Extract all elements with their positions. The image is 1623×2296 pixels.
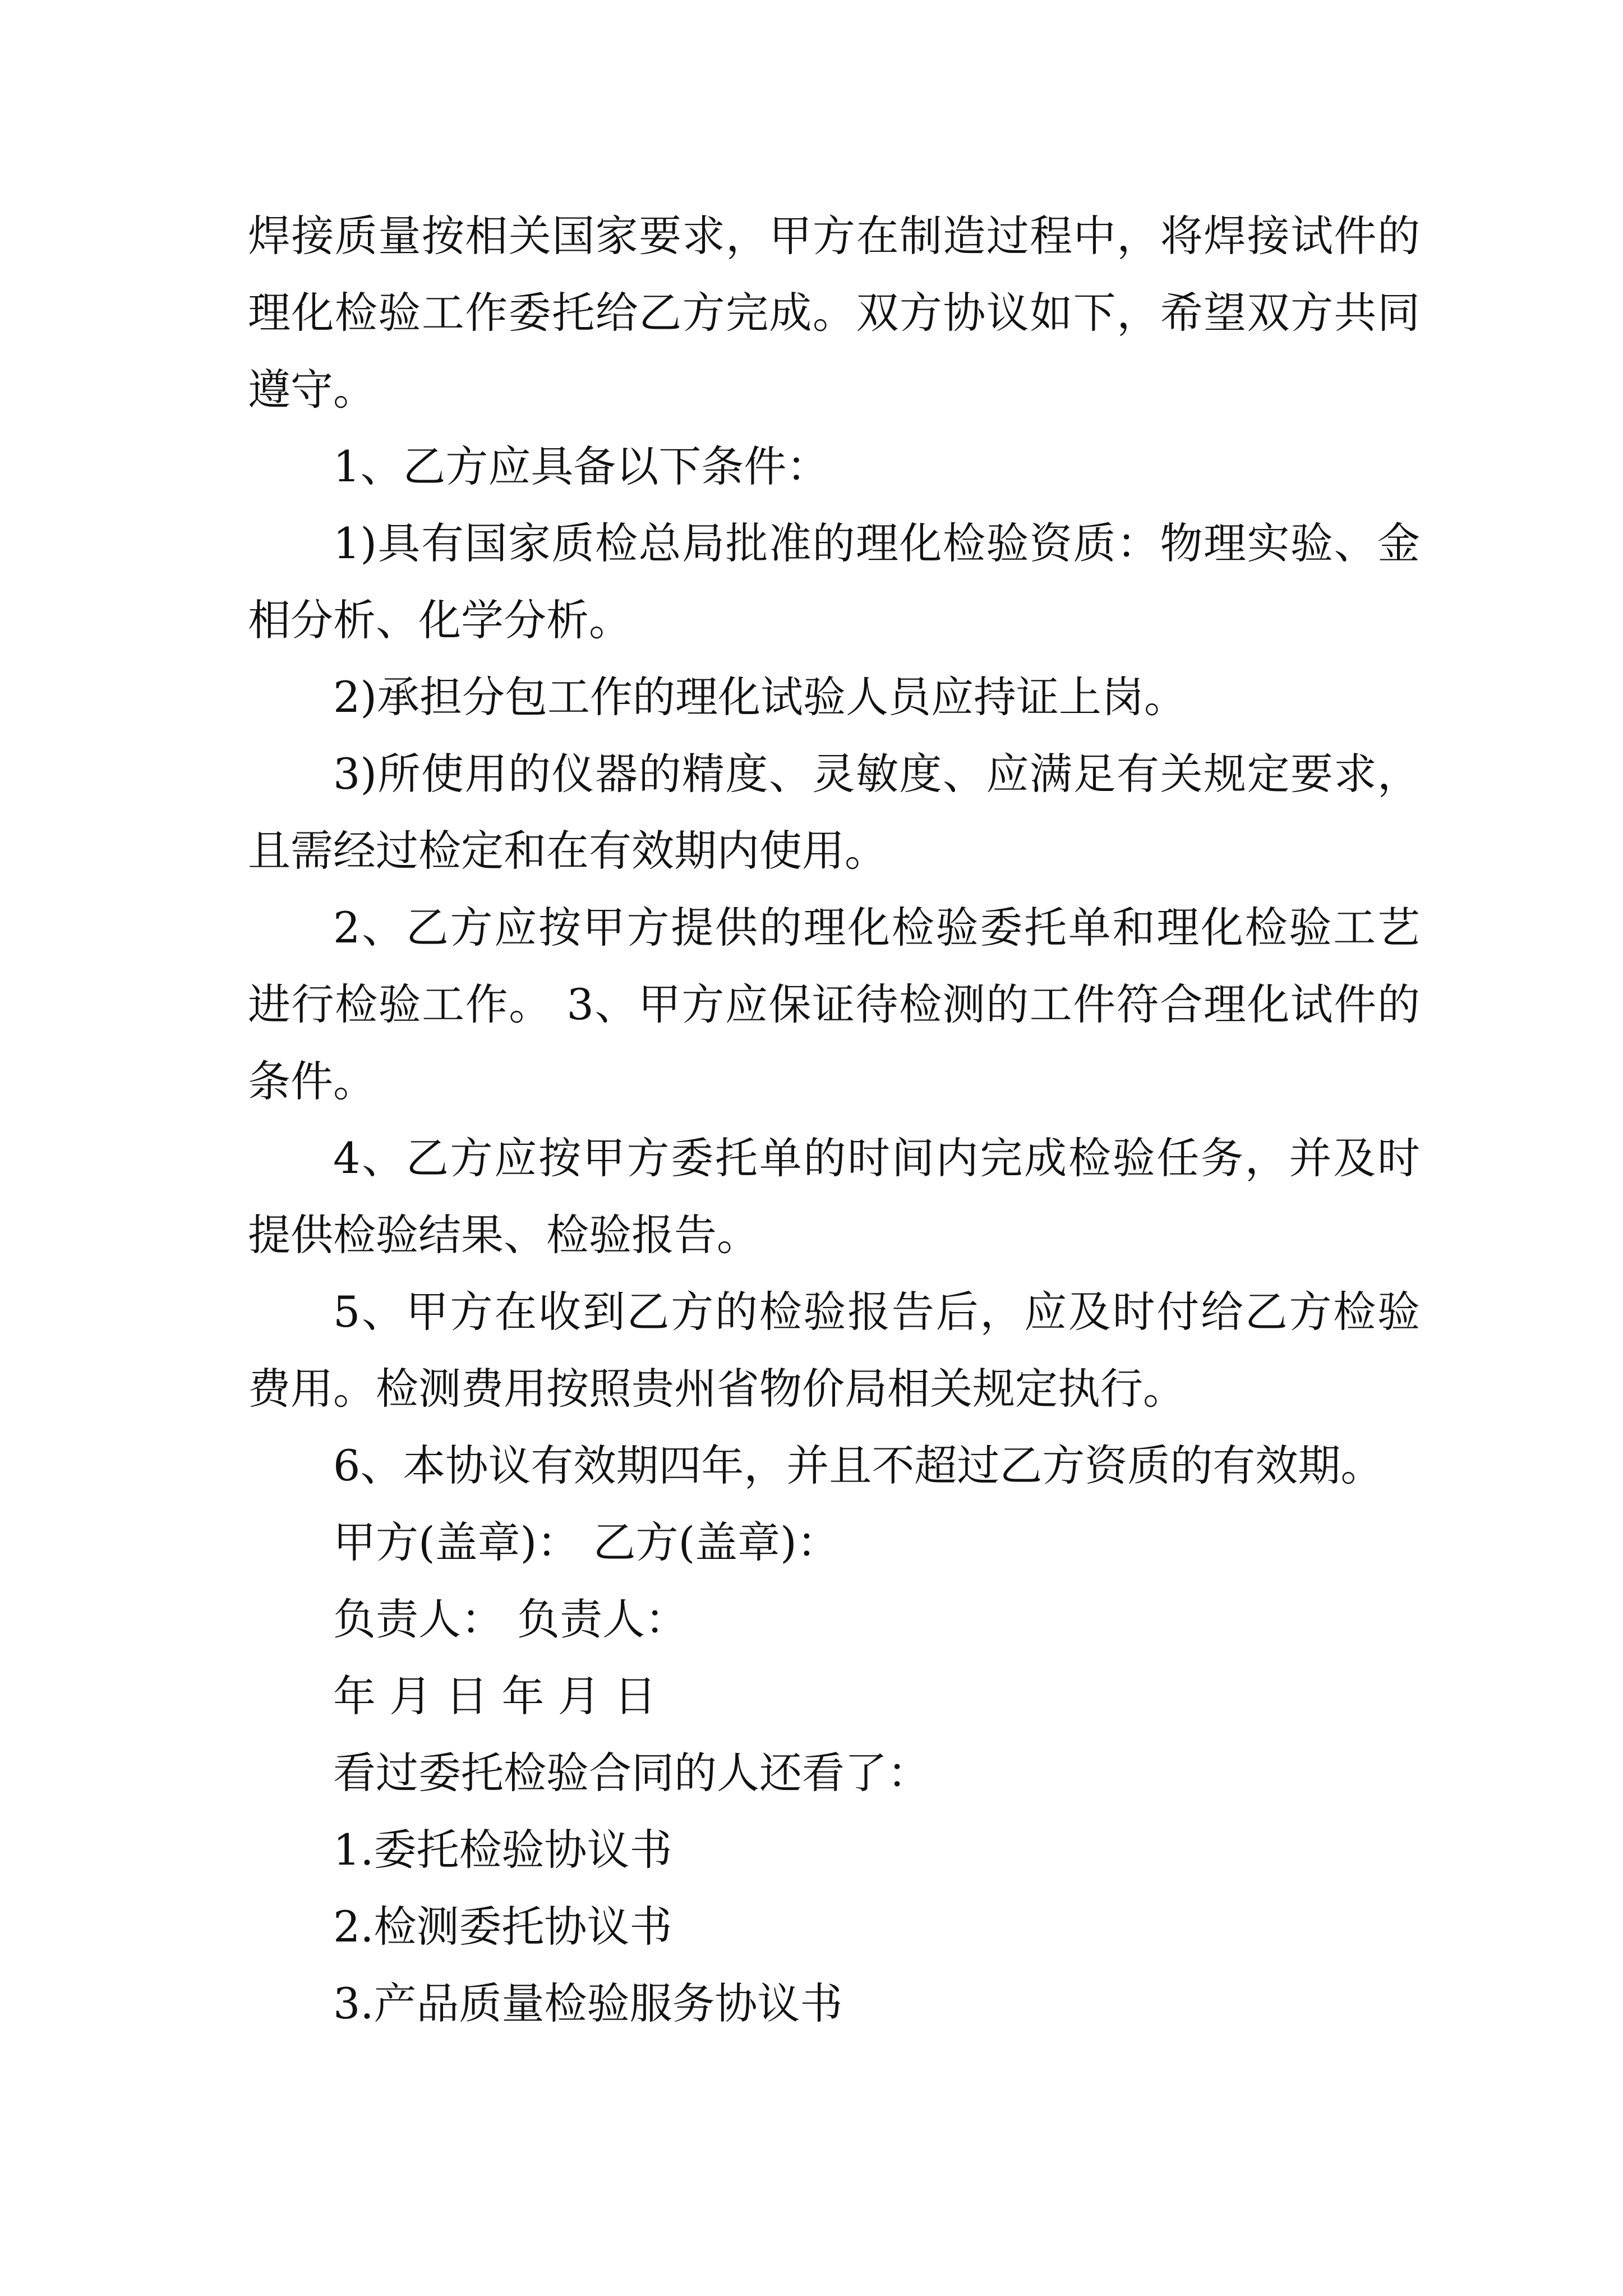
signature-date-line: 年 月 日 年 月 日 [333,1671,657,1721]
related-link-3[interactable]: 3.产品质量检验服务协议书 [333,1978,843,2028]
paragraph-intro: 焊接质量按相关国家要求，甲方在制造过程中，将焊接试件的理化检验工作委托给乙方完成。双方协议如下，希望双方共同遵守。 [248,211,1420,415]
paragraph-clause-4: 4、乙方应按甲方委托单的时间内完成检验任务，并及时提供检验结果、检验报告。 [248,1133,1420,1260]
paragraph-clause-5: 5、甲方在收到乙方的检验报告后，应及时付给乙方检验费用。检测费用按照贵州省物价局相关规定执行。 [248,1287,1420,1414]
signature-seal-line: 甲方(盖章)： 乙方(盖章)： [333,1517,840,1567]
signature-responsible-line: 负责人： 负责人： [333,1594,688,1644]
paragraph-condition-2: 2)承担分包工作的理化试验人员应持证上岗。 [333,672,1187,722]
paragraph-clause-2-3: 2、乙方应按甲方提供的理化检验委托单和理化检验工艺进行检验工作。 3、甲方应保证待检测的工件符合理化试件的条件。 [248,903,1420,1106]
paragraph-clause-1: 1、乙方应具备以下条件： [333,441,829,491]
paragraph-clause-6: 6、本协议有效期四年，并且不超过乙方资质的有效期。 [333,1441,1384,1490]
paragraph-condition-3: 3)所使用的仪器的精度、灵敏度、应满足有关规定要求，且需经过检定和在有效期内使用。 [248,749,1420,876]
paragraph-condition-1: 1)具有国家质检总局批准的理化检验资质：物理实验、金相分析、化学分析。 [248,518,1420,645]
related-link-2[interactable]: 2.检测委托协议书 [333,1902,672,1952]
document-body [248,197,1420,2042]
related-heading: 看过委托检验合同的人还看了： [333,1748,930,1798]
related-link-1[interactable]: 1.委托检验协议书 [333,1825,672,1875]
